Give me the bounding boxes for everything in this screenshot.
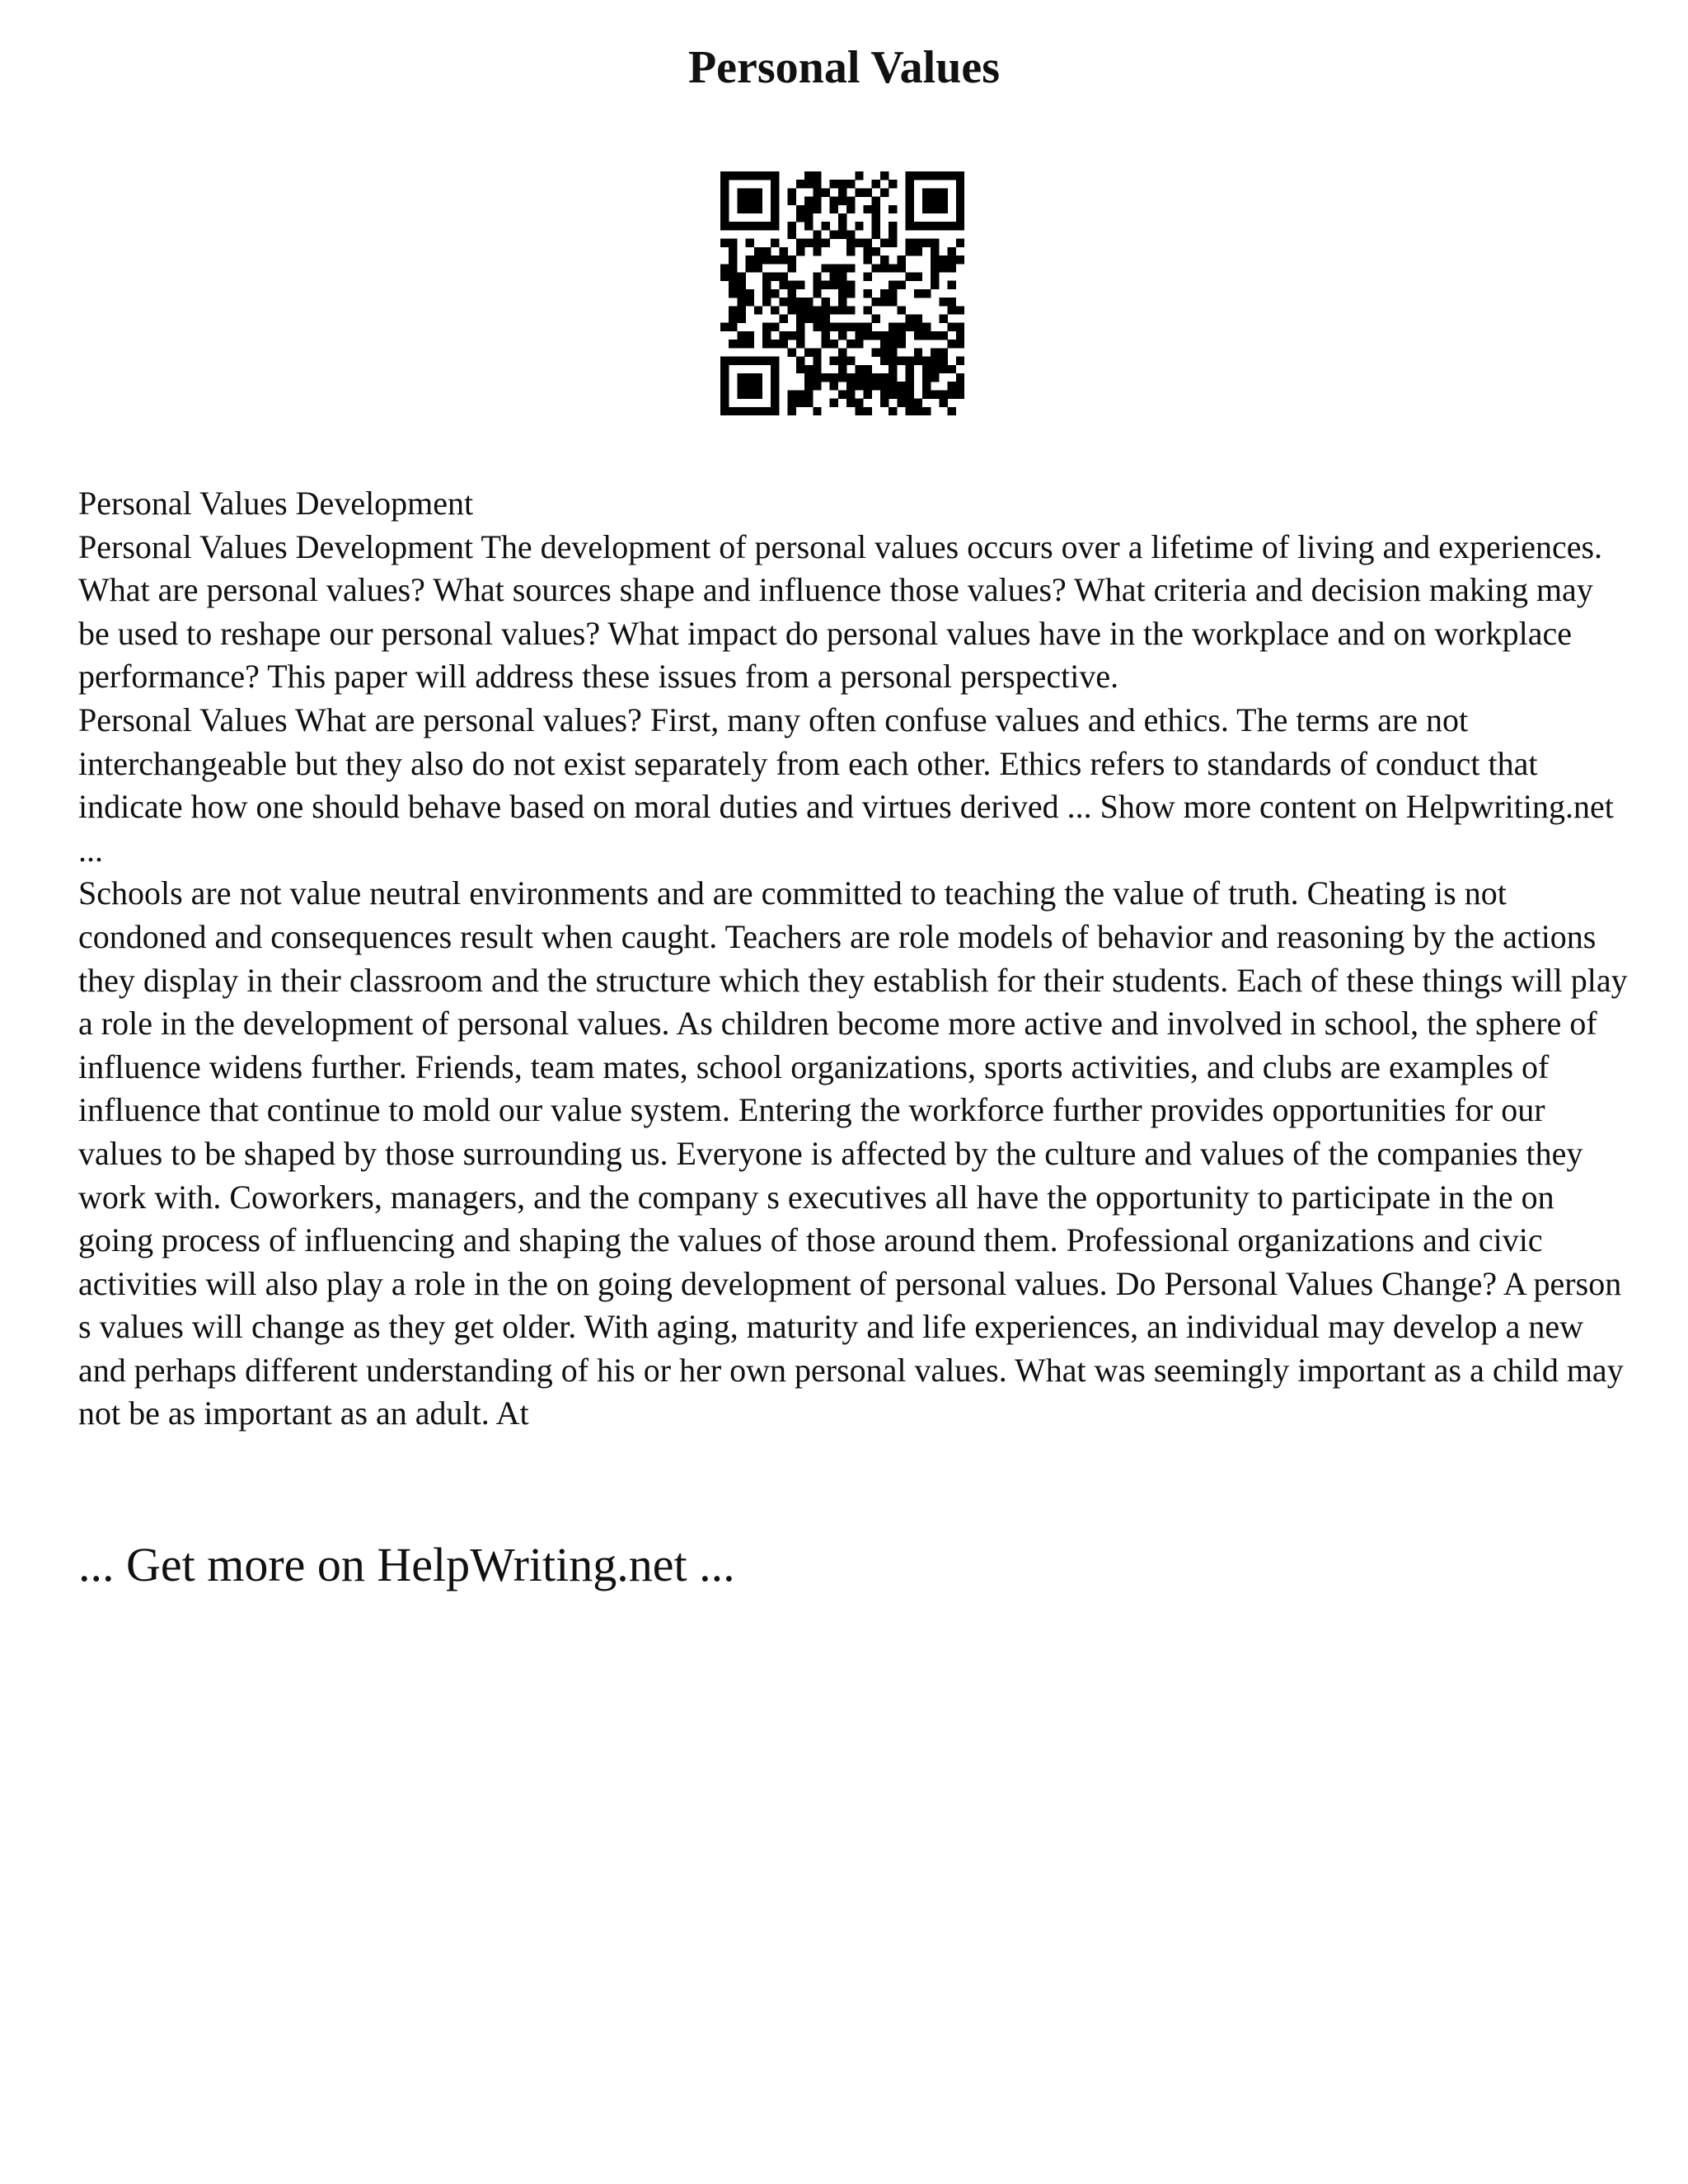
page-title: Personal Values bbox=[687, 42, 1001, 93]
section-heading: Personal Values Development bbox=[78, 485, 474, 522]
paragraph-schools: Schools are not value neutral environments and are committed to teaching the value of truth. Cheating is not condoned and consequences result when caught. Teachers are role models of behavior and reasoning by the actions they display in their classroom and the structure which they establish for their students. Each of these things will play a role in the development of personal values. As children become more active and involved in school, the sphere of influence widens further. Friends, team mates, school organizations, sports activities, and clubs are examples of influence that continue to mold our value system. Entering the workforce further provides opportunities for our values to be shaped by those surrounding us. Everyone is affected by the culture and values of the companies they work with. Coworkers, managers, and the company s executives all have the opportunity to participate in the on going process of influencing and shaping the values of those around them. Professional organizations and civic activities will also play a role in the on going development of personal values. Do Personal Values Change? A person s values will change as they get older. With aging, maturity and life experiences, an individual may develop a new and perhaps different understanding of his or her own personal values. What was seemingly important as a child may not be as important as an adult. At bbox=[78, 874, 1628, 1432]
get-more-link[interactable]: ... Get more on HelpWriting.net ... bbox=[78, 1538, 735, 1591]
qr-code-icon bbox=[720, 171, 964, 415]
paragraph-intro: Personal Values Development The development of personal values occurs over a lifetime of living and experiences. What are personal values? What sources shape and influence those values? What criteria and decision making may be used to reshape our personal values? What impact do personal values have in the workplace and on workplace performance? This paper will address these issues from a personal perspective. bbox=[78, 527, 1603, 696]
document-body bbox=[78, 482, 1628, 1436]
paragraph-personal-values: Personal Values What are personal values? First, many often confuse values and ethics. The terms are not interchangeable but they also do not exist separately from each other. Ethics refers to standards of conduct that indicate how one should behave based on moral duties and virtues derived ... Show more content on Helpwriting.net ... bbox=[78, 701, 1614, 869]
